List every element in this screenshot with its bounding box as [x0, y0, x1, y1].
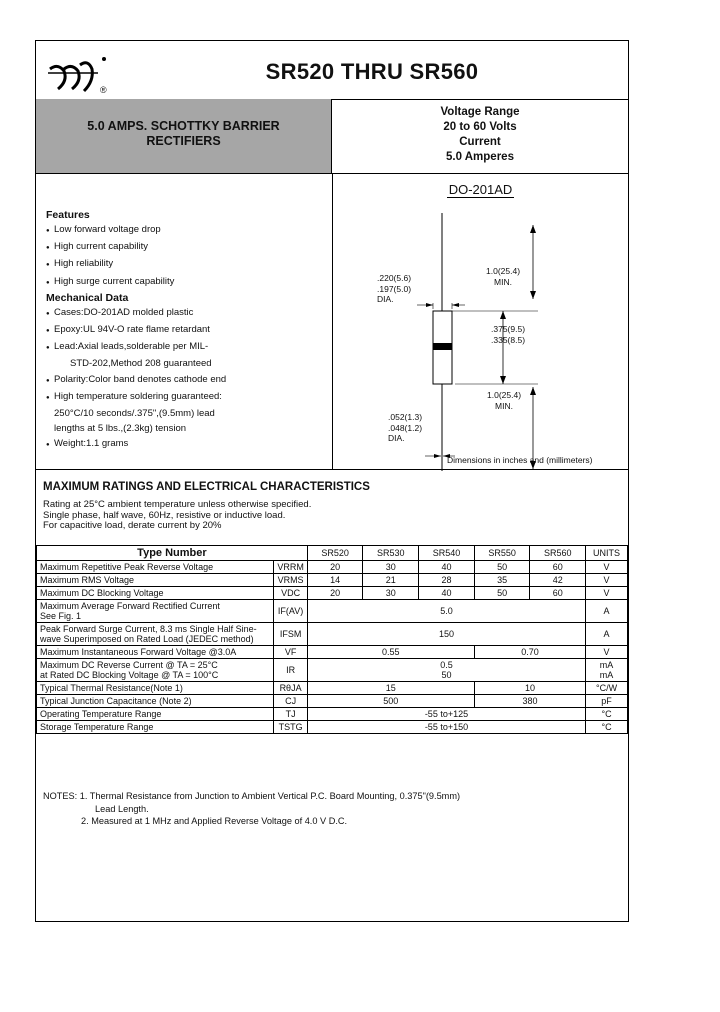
value-cell: -55 to+125	[307, 708, 585, 721]
feature-item	[46, 222, 226, 239]
unit-cell: pF	[586, 695, 628, 708]
table-row	[37, 574, 628, 587]
parameter-text: Maximum DC Blocking Voltage	[40, 588, 164, 598]
features-section	[46, 209, 226, 454]
unit-cell	[586, 659, 628, 682]
parameter-text: Maximum Instantaneous Forward Voltage @3.0A	[40, 647, 237, 657]
lead-diameter-dimension	[388, 412, 422, 444]
top-lead-length-dimension	[486, 266, 520, 287]
rating-line: 5.0 Amperes	[446, 151, 514, 163]
parameter-label	[37, 659, 274, 682]
units-header: UNITS	[586, 546, 628, 561]
unit-cell: A	[586, 623, 628, 646]
rating-line: Current	[459, 136, 501, 148]
mechanical-text: High temperature soldering guaranteed:	[54, 390, 222, 402]
datasheet-page	[35, 40, 629, 922]
notes	[43, 790, 460, 828]
value-cell: 40	[419, 587, 475, 600]
table-row	[37, 659, 628, 682]
parameter-label	[37, 600, 274, 623]
package-title: DO-201AD	[448, 182, 513, 197]
dim-text: 1.0(25.4)	[486, 266, 521, 276]
feature-text: High surge current capability	[54, 275, 175, 287]
condition-line: Rating at 25°C ambient temperature unless otherwise specified.	[43, 499, 312, 510]
cathode-band	[433, 343, 452, 350]
mechanical-heading: Mechanical Data	[46, 291, 129, 304]
parameter-label	[37, 682, 274, 695]
mechanical-item	[46, 322, 226, 339]
unit-line: mA	[599, 660, 614, 670]
page-title: SR520 THRU SR560	[265, 59, 479, 84]
parameter-label	[37, 561, 274, 574]
unit-cell: °C	[586, 708, 628, 721]
part-number-header: SR550	[474, 546, 530, 561]
table-row	[37, 695, 628, 708]
bullet-icon: ●	[46, 310, 50, 317]
mechanical-item	[46, 305, 226, 322]
symbol-cell: VRRM	[274, 561, 308, 574]
table-row	[37, 561, 628, 574]
bottom-lead-length-dimension	[487, 390, 521, 411]
part-number-header: SR530	[363, 546, 419, 561]
dim-text: DIA.	[377, 294, 394, 304]
table-row	[37, 646, 628, 659]
unit-cell: A	[586, 600, 628, 623]
parameter-label	[37, 695, 274, 708]
mechanical-item	[46, 421, 226, 436]
value-cell: 60	[530, 561, 586, 574]
type-number-header: Type Number	[37, 546, 308, 561]
symbol-cell: VRMS	[274, 574, 308, 587]
rating-line: Voltage Range	[440, 106, 520, 118]
note-line: NOTES: 1. Thermal Resistance from Junction to Ambient Vertical P.C. Board Mounting, 0.375"(9.5mm)	[43, 791, 461, 801]
symbol-cell: IF(AV)	[274, 600, 308, 623]
bullet-icon: ●	[46, 442, 50, 449]
symbol-cell: RθJA	[274, 682, 308, 695]
company-logo	[44, 51, 114, 99]
bullet-icon: ●	[46, 262, 50, 269]
symbol-cell: VDC	[274, 587, 308, 600]
body-diameter-dimension	[377, 273, 411, 305]
table-row	[37, 708, 628, 721]
package-outline-drawing	[333, 201, 629, 471]
value-cell: 60	[530, 587, 586, 600]
feature-text: High current capability	[54, 241, 148, 253]
value-cell: 14	[307, 574, 363, 587]
product-summary-box	[36, 99, 332, 173]
mechanical-text: STD-202,Method 208 guaranteed	[70, 358, 212, 370]
bullet-icon: ●	[46, 245, 50, 252]
value-cell: 150	[307, 623, 585, 646]
mechanical-item	[46, 356, 226, 371]
dim-text: .220(5.6)	[377, 273, 412, 283]
mechanical-list	[46, 305, 226, 454]
mechanical-item	[46, 406, 226, 421]
parameter-text: Storage Temperature Range	[40, 722, 154, 732]
value-cell: 28	[419, 574, 475, 587]
part-number-header: SR560	[530, 546, 586, 561]
unit-line: mA	[599, 670, 614, 680]
unit-cell: °C/W	[586, 682, 628, 695]
parameter-label	[37, 623, 274, 646]
mechanical-item	[46, 339, 226, 356]
value-cell: 0.70	[474, 646, 585, 659]
parameter-label	[37, 574, 274, 587]
value-cell: 40	[419, 561, 475, 574]
feature-item	[46, 256, 226, 273]
bullet-icon: ●	[46, 377, 50, 384]
dim-text: MIN.	[494, 276, 512, 287]
value-cell: 20	[307, 587, 363, 600]
parameter-text: See Fig. 1	[40, 611, 82, 621]
symbol-cell: CJ	[274, 695, 308, 708]
dim-text: .335(8.5)	[491, 334, 526, 345]
summary-line: RECTIFIERS	[146, 134, 221, 148]
unit-cell: V	[586, 587, 628, 600]
bullet-icon: ●	[46, 345, 50, 352]
bullet-icon: ●	[46, 394, 50, 401]
value-cell: 30	[363, 587, 419, 600]
value-cell: 5.0	[307, 600, 585, 623]
symbol-cell: TJ	[274, 708, 308, 721]
dim-text: DIA.	[388, 433, 405, 443]
table-header-row	[37, 546, 628, 561]
dim-text: .048(1.2)	[388, 422, 423, 433]
table-row	[37, 623, 628, 646]
parameter-text: Maximum DC Reverse Current @ TA = 25°C	[40, 660, 218, 670]
symbol-cell: TSTG	[274, 721, 308, 734]
dim-text: .197(5.0)	[377, 283, 412, 294]
parameter-label	[37, 646, 274, 659]
parameter-label	[37, 708, 274, 721]
dim-text: .375(9.5)	[491, 324, 526, 334]
note-line: Lead Length.	[95, 803, 149, 814]
parameter-label	[37, 587, 274, 600]
feature-item	[46, 274, 226, 291]
value-cell: 15	[307, 682, 474, 695]
value-line: 50	[441, 670, 452, 680]
value-cell: 0.55	[307, 646, 474, 659]
value-cell: 20	[307, 561, 363, 574]
value-cell: -55 to+150	[307, 721, 585, 734]
table-row	[37, 721, 628, 734]
dim-text: MIN.	[495, 400, 513, 411]
electrical-characteristics-table	[36, 545, 628, 734]
unit-cell: V	[586, 646, 628, 659]
condition-line: Single phase, half wave, 60Hz, resistive or inductive load.	[43, 509, 286, 521]
parameter-text: Typical Thermal Resistance(Note 1)	[40, 683, 183, 693]
parameter-text: Maximum Average Forward Rectified Current	[40, 601, 220, 611]
value-line: 0.5	[440, 660, 453, 670]
body-length-dimension	[491, 324, 525, 345]
value-cell: 10	[474, 682, 585, 695]
value-cell: 500	[307, 695, 474, 708]
value-cell: 42	[530, 574, 586, 587]
value-cell: 50	[474, 561, 530, 574]
dimension-caption: Dimensions in inches and (millimeters)	[447, 455, 593, 465]
parameter-label	[37, 721, 274, 734]
value-cell: 380	[474, 695, 585, 708]
bullet-icon: ●	[46, 279, 50, 286]
bullet-icon: ●	[46, 228, 50, 234]
mechanical-item	[46, 436, 226, 453]
features-list	[46, 222, 226, 291]
value-cell: 35	[474, 574, 530, 587]
voltage-current-ratings	[332, 105, 628, 165]
max-ratings-heading: MAXIMUM RATINGS AND ELECTRICAL CHARACTERISTICS	[43, 481, 370, 493]
mechanical-item	[46, 389, 226, 406]
unit-cell: V	[586, 561, 628, 574]
product-summary	[36, 119, 331, 149]
table-row	[37, 600, 628, 623]
parameter-text: Operating Temperature Range	[40, 709, 162, 719]
parameter-text: Peak Forward Surge Current, 8.3 ms Single Half Sine-	[40, 624, 257, 634]
rating-conditions	[43, 500, 311, 532]
mechanical-item	[46, 372, 226, 389]
value-cell: 21	[363, 574, 419, 587]
mechanical-text: Cases:DO-201AD molded plastic	[54, 306, 194, 318]
feature-item	[46, 239, 226, 256]
summary-line: 5.0 AMPS. SCHOTTKY BARRIER	[87, 119, 280, 133]
rating-line: 20 to 60 Volts	[443, 121, 517, 133]
mechanical-text: Epoxy:UL 94V-O rate flame retardant	[54, 324, 210, 336]
feature-text: High reliability	[54, 258, 114, 270]
features-heading: Features	[46, 209, 90, 221]
symbol-cell: IFSM	[274, 623, 308, 646]
unit-cell: V	[586, 574, 628, 587]
parameter-text: Maximum Repetitive Peak Reverse Voltage	[40, 562, 214, 572]
value-cell: 50	[474, 587, 530, 600]
parameter-text: Typical Junction Capacitance (Note 2)	[40, 696, 192, 706]
table-row	[37, 682, 628, 695]
part-number-header: SR520	[307, 546, 363, 561]
note-line: 2. Measured at 1 MHz and Applied Reverse Voltage of 4.0 V D.C.	[81, 816, 348, 826]
mechanical-text: lengths at 5 lbs.,(2.3kg) tension	[54, 423, 187, 435]
feature-text: Low forward voltage drop	[54, 224, 161, 235]
value-cell: 30	[363, 561, 419, 574]
parameter-text: at Rated DC Blocking Voltage @ TA = 100°C	[40, 670, 219, 680]
symbol-cell: IR	[274, 659, 308, 682]
parameter-text: wave Superimposed on Rated Load (JEDEC method)	[40, 634, 254, 644]
symbol-cell: VF	[274, 646, 308, 659]
mechanical-text: Lead:Axial leads,solderable per MIL-	[54, 341, 209, 353]
table-row	[37, 587, 628, 600]
condition-line: For capacitive load, derate current by 20%	[43, 520, 222, 531]
mechanical-text: 250°C/10 seconds/.375",(9.5mm) lead	[54, 408, 215, 420]
registered-mark: ®	[100, 85, 107, 95]
parameter-text: Maximum RMS Voltage	[40, 575, 135, 585]
mechanical-text: Polarity:Color band denotes cathode end	[54, 373, 227, 385]
dim-text: .052(1.3)	[388, 412, 423, 422]
unit-cell: °C	[586, 721, 628, 734]
part-number-header: SR540	[419, 546, 475, 561]
value-cell	[307, 659, 585, 682]
mechanical-text: Weight:1.1 grams	[54, 438, 129, 450]
bullet-icon: ●	[46, 328, 50, 335]
dim-text: 1.0(25.4)	[487, 390, 522, 400]
